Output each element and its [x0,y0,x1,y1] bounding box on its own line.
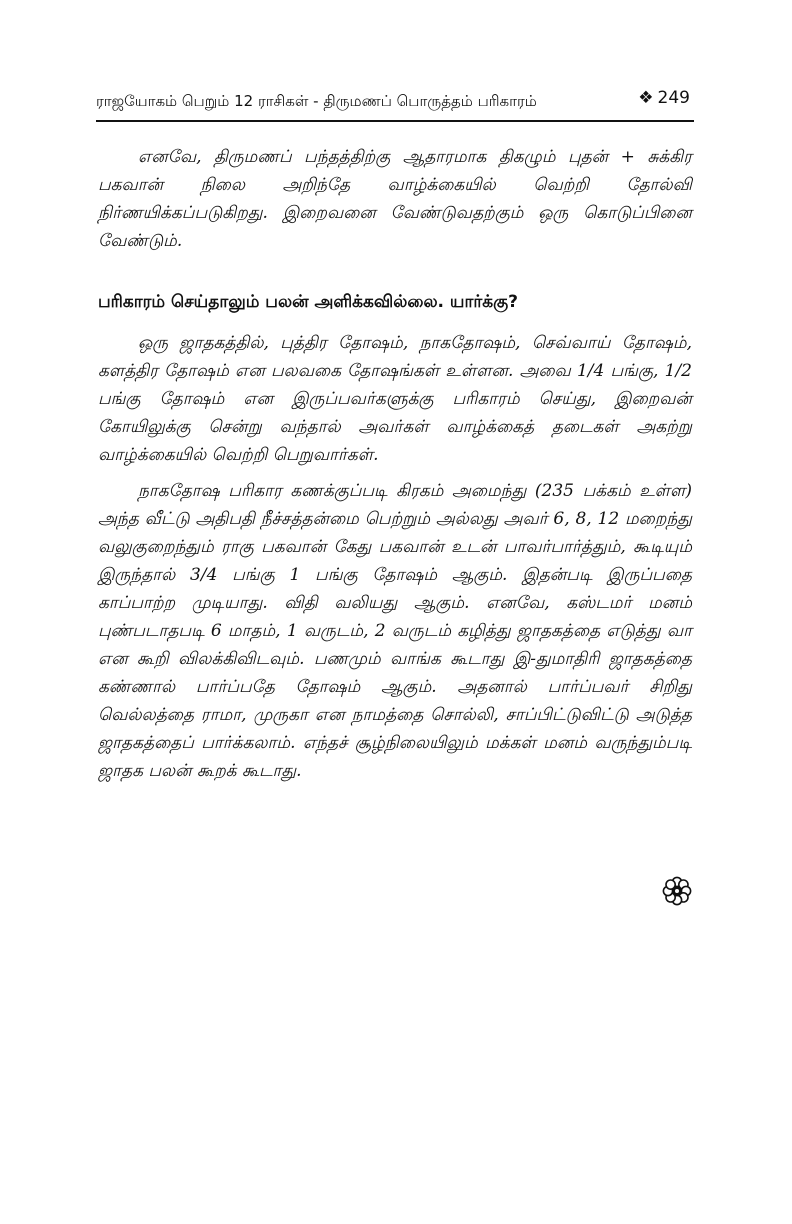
body-paragraph-2: நாகதோஷ பரிகார கணக்குப்படி கிரகம் அமைந்து (235 பக்கம் உள்ள) அந்த வீட்டு அதிபதி நீச்சத்தன்மை பெற்றும் அல்லது அவர் 6, 8, 12 மறைந்து வலுகுறைந்தும் ராகு பகவான் கேது பகவான் உடன் பாவர்பார்த்தும், கூடியும் இருந்தால் 3/4 பங்கு 1 பங்கு தோஷம் ஆகும். இதன்படி இருப்பதை காப்பாற்ற முடியாது. விதி வலியது ஆகும். எனவே, கஸ்டமர் மனம் புண்படாதபடி 6 மாதம், 1 வருடம், 2 வருடம் கழித்து ஜாதகத்தை எடுத்து வா என கூறி விலக்கிவிடவும். பணமும் வாங்க கூடாது இ-துமாதிரி ஜாதகத்தை கண்ணால் பார்ப்பதே தோஷம் ஆகும். அதனால் பார்ப்பவர் சிறிது வெல்லத்தை ராமா, முருகா என நாமத்தை சொல்லி, சாப்பிட்டுவிட்டு அடுத்த ஜாதகத்தைப் பார்க்கலாம். எந்தச் சூழ்நிலையிலும் மக்கள் மனம் வருந்தும்படி ஜாதக பலன் கூறக் கூடாது. [98,481,692,781]
page-number-group [638,88,690,108]
page-body [98,143,692,785]
running-title: ராஜயோகம் பெறும் 12 ராசிகள் - திருமணப் பொருத்தம் பரிகாரம் [96,92,537,110]
page-number: 249 [657,88,690,108]
running-header [96,84,694,118]
intro-paragraph: எனவே, திருமணப் பந்தத்திற்கு ஆதாரமாக திகழும் புதன் + சுக்கிர பகவான் நிலை அறிந்தே வாழ்க்கையில் வெற்றி தோல்வி நிர்ணயிக்கப்படுகிறது. இறைவனை வேண்டுவதற்கும் ஒரு கொடுப்பினை வேண்டும். [98,147,692,251]
body-paragraph-1: ஒரு ஜாதகத்தில், புத்திர தோஷம், நாகதோஷம், செவ்வாய் தோஷம், களத்திர தோஷம் என பலவகை தோஷங்கள் உள்ளன. அவை 1/4 பங்கு, 1/2 பங்கு தோஷம் என இருப்பவர்களுக்கு பரிகாரம் செய்து, இறைவன் கோயிலுக்கு சென்று வந்தால் அவர்கள் வாழ்க்கைத் தடைகள் அகற்று வாழ்க்கையில் வெற்றி பெறுவார்கள். [98,333,692,465]
header-rule [96,120,694,122]
diamond-ornament-icon: ❖ [638,88,654,108]
section-heading: பரிகாரம் செய்தாலும் பலன் அளிக்கவில்லை. யார்க்கு? [98,292,519,312]
flower-icon [662,876,692,906]
